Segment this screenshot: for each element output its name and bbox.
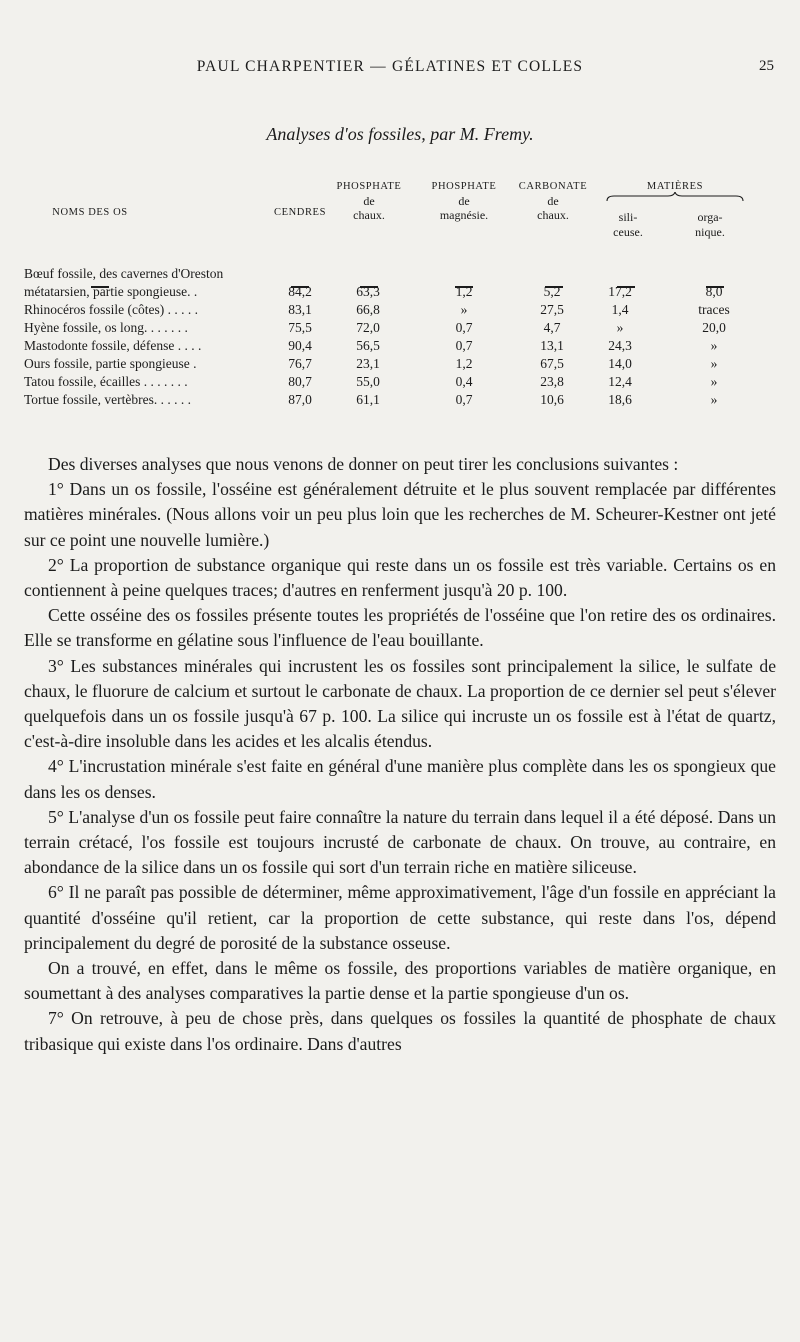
cell-organic: » <box>710 374 718 389</box>
column-header-lime-phosphate-2: de <box>363 194 375 208</box>
cell-magnesia-phosphate: 0,7 <box>455 320 473 335</box>
table-row <box>0 374 800 392</box>
cell-organic: 20,0 <box>702 320 726 335</box>
table-row <box>0 320 800 338</box>
column-header-magnesia-phosphate-3: magnésie. <box>439 208 489 222</box>
column-header-magnesia-phosphate-2: de <box>458 194 470 208</box>
cell-lime-phosphate: 55,0 <box>356 374 380 389</box>
column-header-ash: CENDRES <box>273 207 327 218</box>
column-header-lime-phosphate-3: chaux. <box>353 208 385 222</box>
cell-magnesia-phosphate: » <box>460 302 468 317</box>
cell-lime-carbonate: 67,5 <box>540 356 564 371</box>
cell-lime-phosphate: 23,1 <box>356 356 380 371</box>
paragraph: 3° Les substances minérales qui incrustent les os fossiles sont principalement la silice, le sulfate de chaux, le fluorure de calcium et surtout le carbonate de chaux. La proportion de ce dernier sel peut s'élever quelquefois dans un os fossile jusqu'à 67 p. 100. La silice qui incruste un os fossile est à l'état de quartz, c'est-à-dire insoluble dans les acides et les alcalis étendus. <box>24 655 776 752</box>
paragraph: 7° On retrouve, à peu de chose près, dans quelques os fossiles la quantité de phosphate de chaux tribasique qui existe dans l'os ordinaire. Dans d'autres <box>24 1008 776 1054</box>
column-header-lime-carbonate-3: chaux. <box>537 208 569 222</box>
paragraph: 4° L'incrustation minérale s'est faite en général d'une manière plus complète dans les os spongieux que dans les os denses. <box>24 756 776 802</box>
column-header-siliceous-1: sili- <box>618 210 638 224</box>
cell-ash: 76,7 <box>288 356 312 371</box>
row-name: Tatou fossile, écailles . . . . . . . <box>24 374 188 389</box>
cell-ash: 90,4 <box>288 338 312 353</box>
cell-ash: 75,5 <box>288 320 312 335</box>
cell-lime-phosphate: 61,1 <box>356 392 380 407</box>
column-header-organic-1: orga- <box>697 210 723 224</box>
cell-organic: » <box>710 338 718 353</box>
cell-magnesia-phosphate: 0,7 <box>455 392 473 407</box>
cell-lime-phosphate: 56,5 <box>356 338 380 353</box>
column-header-siliceous-2: ceuse. <box>613 225 643 239</box>
column-header-lime-carbonate-2: de <box>547 194 559 208</box>
cell-lime-carbonate: 4,7 <box>543 320 561 335</box>
cell-magnesia-phosphate: 1,2 <box>455 284 473 299</box>
cell-ash: 83,1 <box>288 302 312 317</box>
table-row <box>0 284 800 302</box>
column-header-lime-carbonate-1: CARBONATE <box>518 181 588 192</box>
paragraph: Cette osséine des os fossiles présente toutes les propriétés de l'osséine que l'on retire des os ordinaires. Elle se transforme en gélatine sous l'influence de l'eau bouillante. <box>24 605 776 651</box>
column-header-matter: MATIÈRES <box>646 181 704 192</box>
column-header-names: NOMS DES OS <box>52 207 128 218</box>
table-title: Analyses d'os fossiles, par M. Fremy. <box>266 124 534 144</box>
cell-siliceous: 18,6 <box>608 392 632 407</box>
cell-organic: traces <box>698 302 730 317</box>
paragraph: Des diverses analyses que nous venons de donner on peut tirer les conclusions suivantes : <box>48 454 679 474</box>
paragraph: On a trouvé, en effet, dans le même os fossile, des proportions variables de matière organique, en soumettant à des analyses comparatives la partie dense et la partie spongieuse d'un os. <box>24 958 776 1004</box>
cell-ash: 84,2 <box>288 284 312 299</box>
cell-lime-carbonate: 13,1 <box>540 338 564 353</box>
table-row <box>0 392 800 410</box>
cell-lime-carbonate: 23,8 <box>540 374 564 389</box>
cell-magnesia-phosphate: 0,7 <box>455 338 473 353</box>
brace-divider <box>606 192 744 202</box>
column-header-organic-2: nique. <box>695 225 725 239</box>
page-number: 25 <box>759 58 774 74</box>
cell-siliceous: 14,0 <box>608 356 632 371</box>
table-row <box>0 338 800 356</box>
cell-lime-phosphate: 63,3 <box>356 284 380 299</box>
cell-magnesia-phosphate: 0,4 <box>455 374 473 389</box>
cell-siliceous: 12,4 <box>608 374 632 389</box>
cell-lime-carbonate: 5,2 <box>543 284 561 299</box>
cell-lime-phosphate: 66,8 <box>356 302 380 317</box>
table-row <box>0 266 800 284</box>
row-name: Tortue fossile, vertèbres. . . . . . <box>24 392 192 407</box>
cell-siliceous: 24,3 <box>608 338 632 353</box>
cell-lime-carbonate: 10,6 <box>540 392 564 407</box>
cell-siliceous: » <box>616 320 624 335</box>
table-row <box>0 302 800 320</box>
cell-ash: 80,7 <box>288 374 312 389</box>
cell-organic: » <box>710 356 718 371</box>
row-name: Ours fossile, partie spongieuse . <box>24 356 197 371</box>
column-header-lime-phosphate-1: PHOSPHATE <box>336 181 402 192</box>
paragraph: 1° Dans un os fossile, l'osséine est généralement détruite et le plus souvent remplacée par différentes matières minérales. (Nous allons voir un peu plus loin que les recherches de M. Scheurer-Kestner ont jeté sur ce point une nouvelle lumière.) <box>24 479 776 550</box>
cell-ash: 87,0 <box>288 392 312 407</box>
table-row <box>0 356 800 374</box>
row-name: Hyène fossile, os long. . . . . . . <box>24 320 188 335</box>
paragraph: 5° L'analyse d'un os fossile peut faire connaître la nature du terrain dans lequel il a été déposé. Dans un terrain crétacé, l'os fossile est toujours incrusté de carbonate de chaux. On trouve, au contraire, en abondance de la silice dans un os fossile qui sort d'un terrain riche en matière siliceuse. <box>24 806 776 878</box>
column-header-magnesia-phosphate-1: PHOSPHATE <box>431 181 497 192</box>
paragraph: 2° La proportion de substance organique qui reste dans un os fossile est très variable. Certains os en contiennent à peine quelques traces; d'autres en renferment jusqu'à 20 p. 100. <box>24 554 776 601</box>
row-name: Mastodonte fossile, défense . . . . <box>24 338 202 353</box>
cell-siliceous: 1,4 <box>611 302 629 317</box>
paragraph: 6° Il ne paraît pas possible de déterminer, même approximativement, l'âge d'un fossile en appréciant la quantité d'osséine qu'il retient, car la proportion de cette substance, qui reste dans l'os, dépend principalement du degré de porosité de la substance osseuse. <box>24 882 776 953</box>
cell-lime-phosphate: 72,0 <box>356 320 380 335</box>
running-header-title: PAUL CHARPENTIER — GÉLATINES ET COLLES <box>196 58 584 75</box>
row-name: Rhinocéros fossile (côtes) . . . . . <box>24 302 198 317</box>
cell-lime-carbonate: 27,5 <box>540 302 564 317</box>
row-name: Bœuf fossile, des cavernes d'Oreston <box>24 266 224 281</box>
cell-magnesia-phosphate: 1,2 <box>455 356 473 371</box>
cell-organic: 8,0 <box>705 284 723 299</box>
row-name: métatarsien, partie spongieuse. . <box>24 284 198 299</box>
cell-organic: » <box>710 392 718 407</box>
body-text <box>24 452 776 1057</box>
cell-siliceous: 17,2 <box>608 284 632 299</box>
